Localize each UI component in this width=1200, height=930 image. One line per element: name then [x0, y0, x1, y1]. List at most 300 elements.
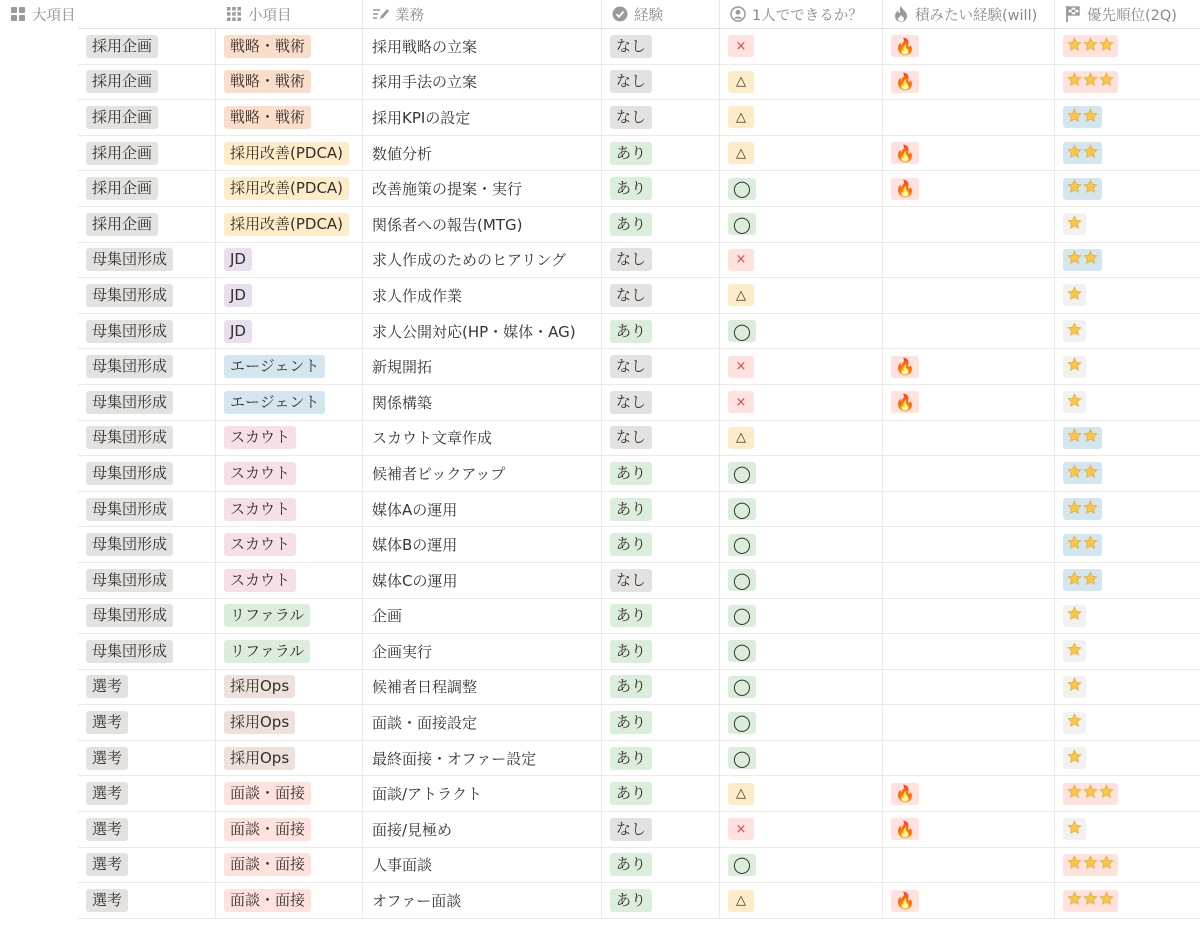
- experience-tag: あり: [610, 177, 652, 200]
- solo-tag: ×: [728, 35, 754, 57]
- experience-tag: あり: [610, 320, 652, 343]
- subcategory-tag: 採用改善(PDCA): [224, 177, 349, 200]
- flame-icon: [893, 6, 909, 22]
- solo-tag: ×: [728, 818, 754, 840]
- category-tag: 母集団形成: [86, 320, 173, 343]
- cell-experience[interactable]: [602, 848, 720, 883]
- cell-priority[interactable]: [1055, 65, 1200, 100]
- cell-will[interactable]: [883, 100, 1055, 135]
- cell-task[interactable]: [363, 848, 602, 883]
- cell-category[interactable]: [78, 705, 216, 740]
- cell-category[interactable]: [78, 100, 216, 135]
- cell-category[interactable]: [78, 670, 216, 705]
- cell-will[interactable]: [883, 349, 1055, 384]
- cell-solo[interactable]: [720, 670, 883, 705]
- subcategory-tag: JD: [224, 248, 252, 271]
- task-text: 最終面接・オファー設定: [372, 749, 537, 768]
- cell-solo[interactable]: [720, 100, 883, 135]
- cell-experience[interactable]: [602, 421, 720, 456]
- cell-category[interactable]: [78, 314, 216, 349]
- priority-stars-tag: [1063, 854, 1118, 876]
- cell-solo[interactable]: [720, 812, 883, 847]
- cell-task[interactable]: [363, 65, 602, 100]
- table-row[interactable]: [78, 385, 1200, 421]
- cell-will[interactable]: [883, 634, 1055, 669]
- star-icon: [1067, 500, 1082, 519]
- cell-subcategory[interactable]: [216, 741, 363, 776]
- cell-priority[interactable]: [1055, 812, 1200, 847]
- subcategory-tag: スカウト: [224, 498, 296, 521]
- cell-task[interactable]: [363, 776, 602, 811]
- column-header-solo[interactable]: [720, 0, 883, 28]
- table-row[interactable]: [78, 65, 1200, 101]
- star-icon: [1067, 393, 1082, 412]
- experience-tag: なし: [610, 355, 652, 378]
- cell-priority[interactable]: [1055, 741, 1200, 776]
- category-tag: 選考: [86, 675, 128, 698]
- cell-will[interactable]: [883, 599, 1055, 634]
- cell-task[interactable]: [363, 883, 602, 918]
- cell-priority[interactable]: [1055, 670, 1200, 705]
- cell-will[interactable]: [883, 243, 1055, 278]
- cell-task[interactable]: [363, 599, 602, 634]
- cell-solo[interactable]: [720, 492, 883, 527]
- cell-experience[interactable]: [602, 527, 720, 562]
- cell-solo[interactable]: [720, 776, 883, 811]
- cell-will[interactable]: [883, 848, 1055, 883]
- cell-subcategory[interactable]: [216, 634, 363, 669]
- solo-tag: ◯: [728, 213, 756, 235]
- cell-subcategory[interactable]: [216, 705, 363, 740]
- cell-category[interactable]: [78, 243, 216, 278]
- category-tag: 母集団形成: [86, 426, 173, 449]
- cell-category[interactable]: [78, 456, 216, 491]
- table-row[interactable]: [78, 776, 1200, 812]
- cell-will[interactable]: [883, 29, 1055, 64]
- cell-category[interactable]: [78, 349, 216, 384]
- cell-experience[interactable]: [602, 385, 720, 420]
- table-row[interactable]: [78, 100, 1200, 136]
- cell-experience[interactable]: [602, 65, 720, 100]
- cell-subcategory[interactable]: [216, 100, 363, 135]
- cell-task[interactable]: [363, 563, 602, 598]
- cell-will[interactable]: [883, 705, 1055, 740]
- table-row[interactable]: [78, 848, 1200, 884]
- solo-tag: ×: [728, 391, 754, 413]
- column-header-category[interactable]: [0, 0, 216, 28]
- cell-solo[interactable]: [720, 29, 883, 64]
- cell-task[interactable]: [363, 527, 602, 562]
- cell-subcategory[interactable]: [216, 29, 363, 64]
- cell-will[interactable]: [883, 883, 1055, 918]
- cell-will[interactable]: [883, 492, 1055, 527]
- table-header: [32, 0, 1200, 29]
- star-icon: [1083, 855, 1098, 874]
- solo-tag: ◯: [728, 178, 756, 200]
- cell-task[interactable]: [363, 171, 602, 206]
- cell-experience[interactable]: [602, 670, 720, 705]
- cell-will[interactable]: [883, 670, 1055, 705]
- cell-solo[interactable]: [720, 171, 883, 206]
- star-icon: [1099, 891, 1114, 910]
- cell-category[interactable]: [78, 599, 216, 634]
- solo-tag: ◯: [728, 534, 756, 556]
- cell-category[interactable]: [78, 29, 216, 64]
- cell-task[interactable]: [363, 456, 602, 491]
- cell-subcategory[interactable]: [216, 136, 363, 171]
- solo-tag: △: [728, 890, 754, 912]
- cell-will[interactable]: [883, 136, 1055, 171]
- experience-tag: なし: [610, 248, 652, 271]
- cell-experience[interactable]: [602, 599, 720, 634]
- cell-subcategory[interactable]: [216, 278, 363, 313]
- cell-solo[interactable]: [720, 314, 883, 349]
- cell-subcategory[interactable]: [216, 492, 363, 527]
- cell-will[interactable]: [883, 171, 1055, 206]
- task-text: 新規開拓: [372, 358, 433, 377]
- cell-will[interactable]: [883, 812, 1055, 847]
- cell-task[interactable]: [363, 314, 602, 349]
- subcategory-tag: 面談・面接: [224, 853, 311, 876]
- star-icon: [1067, 713, 1082, 732]
- category-tag: 採用企画: [86, 35, 158, 58]
- cell-category[interactable]: [78, 65, 216, 100]
- pencil-lines-icon: [373, 6, 389, 22]
- cell-experience[interactable]: [602, 883, 720, 918]
- cell-subcategory[interactable]: [216, 421, 363, 456]
- star-icon: [1083, 108, 1098, 127]
- cell-priority[interactable]: [1055, 848, 1200, 883]
- cell-task[interactable]: [363, 385, 602, 420]
- cell-experience[interactable]: [602, 634, 720, 669]
- solo-tag: △: [728, 142, 754, 164]
- column-header-label: 優先順位(2Q): [1087, 7, 1177, 24]
- task-text: 求人作成のためのヒアリング: [372, 251, 567, 270]
- table-row[interactable]: [78, 634, 1200, 670]
- cell-priority[interactable]: [1055, 29, 1200, 64]
- cell-subcategory[interactable]: [216, 599, 363, 634]
- cell-category[interactable]: [78, 136, 216, 171]
- cell-task[interactable]: [363, 670, 602, 705]
- cell-subcategory[interactable]: [216, 207, 363, 242]
- cell-task[interactable]: [363, 207, 602, 242]
- cell-task[interactable]: [363, 136, 602, 171]
- cell-experience[interactable]: [602, 456, 720, 491]
- star-icon: [1067, 642, 1082, 661]
- priority-stars-tag: [1063, 213, 1086, 235]
- cell-experience[interactable]: [602, 171, 720, 206]
- cell-priority[interactable]: [1055, 243, 1200, 278]
- cell-will[interactable]: [883, 278, 1055, 313]
- cell-priority[interactable]: [1055, 349, 1200, 384]
- cell-solo[interactable]: [720, 136, 883, 171]
- cell-priority[interactable]: [1055, 883, 1200, 918]
- cell-category[interactable]: [78, 848, 216, 883]
- task-text: 関係者への報告(MTG): [372, 215, 523, 234]
- cell-task[interactable]: [363, 29, 602, 64]
- experience-tag: あり: [610, 462, 652, 485]
- table-row[interactable]: [78, 349, 1200, 385]
- cell-solo[interactable]: [720, 563, 883, 598]
- cell-subcategory[interactable]: [216, 848, 363, 883]
- cell-subcategory[interactable]: [216, 883, 363, 918]
- cell-solo[interactable]: [720, 243, 883, 278]
- solo-tag: ◯: [728, 712, 756, 734]
- table-row[interactable]: [78, 314, 1200, 350]
- task-text: スカウト文章作成: [372, 429, 493, 448]
- cell-subcategory[interactable]: [216, 812, 363, 847]
- cell-subcategory[interactable]: [216, 563, 363, 598]
- cell-solo[interactable]: [720, 456, 883, 491]
- table-row[interactable]: [78, 741, 1200, 777]
- cell-will[interactable]: [883, 776, 1055, 811]
- cell-solo[interactable]: [720, 848, 883, 883]
- cell-subcategory[interactable]: [216, 243, 363, 278]
- solo-tag: ◯: [728, 605, 756, 627]
- cell-solo[interactable]: [720, 527, 883, 562]
- experience-tag: あり: [610, 213, 652, 236]
- priority-stars-tag: [1063, 249, 1102, 271]
- cell-will[interactable]: [883, 421, 1055, 456]
- cell-subcategory[interactable]: [216, 314, 363, 349]
- priority-stars-tag: [1063, 391, 1086, 413]
- task-text: 求人公開対応(HP・媒体・AG): [372, 322, 576, 341]
- cell-will[interactable]: [883, 741, 1055, 776]
- category-tag: 母集団形成: [86, 462, 173, 485]
- cell-experience[interactable]: [602, 741, 720, 776]
- cell-experience[interactable]: [602, 812, 720, 847]
- solo-tag: ×: [728, 356, 754, 378]
- cell-category[interactable]: [78, 634, 216, 669]
- cell-category[interactable]: [78, 421, 216, 456]
- fire-emoji-tag: 🔥: [891, 391, 919, 413]
- cell-solo[interactable]: [720, 278, 883, 313]
- cell-experience[interactable]: [602, 278, 720, 313]
- task-text: 媒体Aの運用: [372, 500, 458, 519]
- cell-subcategory[interactable]: [216, 527, 363, 562]
- cell-solo[interactable]: [720, 705, 883, 740]
- priority-stars-tag: [1063, 712, 1086, 734]
- cell-priority[interactable]: [1055, 705, 1200, 740]
- cell-task[interactable]: [363, 421, 602, 456]
- category-tag: 採用企画: [86, 106, 158, 129]
- cell-solo[interactable]: [720, 385, 883, 420]
- cell-category[interactable]: [78, 171, 216, 206]
- star-icon: [1083, 571, 1098, 590]
- cell-solo[interactable]: [720, 741, 883, 776]
- priority-stars-tag: [1063, 320, 1086, 342]
- cell-subcategory[interactable]: [216, 65, 363, 100]
- cell-experience[interactable]: [602, 776, 720, 811]
- column-header-experience[interactable]: [602, 0, 720, 28]
- cell-priority[interactable]: [1055, 634, 1200, 669]
- experience-tag: あり: [610, 711, 652, 734]
- subcategory-tag: 戦略・戦術: [224, 70, 311, 93]
- table-row[interactable]: [78, 171, 1200, 207]
- column-header-task[interactable]: [363, 0, 602, 28]
- priority-stars-tag: [1063, 35, 1118, 57]
- cell-experience[interactable]: [602, 207, 720, 242]
- cell-task[interactable]: [363, 243, 602, 278]
- cell-priority[interactable]: [1055, 563, 1200, 598]
- subcategory-tag: スカウト: [224, 462, 296, 485]
- experience-tag: あり: [610, 604, 652, 627]
- cell-experience[interactable]: [602, 100, 720, 135]
- column-header-priority[interactable]: [1055, 0, 1200, 28]
- table-row[interactable]: [78, 29, 1200, 65]
- category-tag: 選考: [86, 889, 128, 912]
- cell-task[interactable]: [363, 349, 602, 384]
- cell-task[interactable]: [363, 278, 602, 313]
- star-icon: [1083, 37, 1098, 56]
- cell-task[interactable]: [363, 100, 602, 135]
- table-row[interactable]: [78, 207, 1200, 243]
- star-icon: [1067, 144, 1082, 163]
- solo-tag: ×: [728, 249, 754, 271]
- cell-will[interactable]: [883, 207, 1055, 242]
- cell-experience[interactable]: [602, 705, 720, 740]
- cell-task[interactable]: [363, 492, 602, 527]
- star-icon: [1083, 500, 1098, 519]
- cell-experience[interactable]: [602, 492, 720, 527]
- cell-task[interactable]: [363, 634, 602, 669]
- cell-solo[interactable]: [720, 599, 883, 634]
- cell-subcategory[interactable]: [216, 776, 363, 811]
- cell-priority[interactable]: [1055, 278, 1200, 313]
- table-row[interactable]: [78, 670, 1200, 706]
- cell-category[interactable]: [78, 883, 216, 918]
- cell-category[interactable]: [78, 812, 216, 847]
- cell-experience[interactable]: [602, 349, 720, 384]
- cell-subcategory[interactable]: [216, 456, 363, 491]
- table-row[interactable]: [78, 243, 1200, 279]
- task-text: 媒体Cの運用: [372, 571, 458, 590]
- star-icon: [1067, 784, 1082, 803]
- subcategory-tag: JD: [224, 284, 252, 307]
- cell-experience[interactable]: [602, 314, 720, 349]
- cell-task[interactable]: [363, 812, 602, 847]
- cell-priority[interactable]: [1055, 456, 1200, 491]
- cell-subcategory[interactable]: [216, 171, 363, 206]
- category-tag: 選考: [86, 747, 128, 770]
- cell-priority[interactable]: [1055, 136, 1200, 171]
- subcategory-tag: スカウト: [224, 426, 296, 449]
- solo-tag: △: [728, 284, 754, 306]
- star-icon: [1067, 891, 1082, 910]
- cell-task[interactable]: [363, 705, 602, 740]
- cell-will[interactable]: [883, 456, 1055, 491]
- cell-solo[interactable]: [720, 634, 883, 669]
- priority-stars-tag: [1063, 747, 1086, 769]
- cell-priority[interactable]: [1055, 100, 1200, 135]
- table-row[interactable]: [78, 883, 1200, 919]
- cell-experience[interactable]: [602, 29, 720, 64]
- cell-solo[interactable]: [720, 883, 883, 918]
- cell-category[interactable]: [78, 527, 216, 562]
- cell-subcategory[interactable]: [216, 349, 363, 384]
- column-header-will[interactable]: [883, 0, 1055, 28]
- cell-experience[interactable]: [602, 563, 720, 598]
- star-icon: [1083, 784, 1098, 803]
- table-row[interactable]: [78, 812, 1200, 848]
- star-icon: [1067, 37, 1082, 56]
- star-icon: [1067, 464, 1082, 483]
- subcategory-tag: 戦略・戦術: [224, 106, 311, 129]
- cell-priority[interactable]: [1055, 314, 1200, 349]
- task-text: 採用戦略の立案: [372, 37, 478, 56]
- cell-category[interactable]: [78, 385, 216, 420]
- cell-category[interactable]: [78, 207, 216, 242]
- cell-priority[interactable]: [1055, 385, 1200, 420]
- cell-task[interactable]: [363, 741, 602, 776]
- cell-subcategory[interactable]: [216, 670, 363, 705]
- cell-category[interactable]: [78, 278, 216, 313]
- table-row[interactable]: [78, 705, 1200, 741]
- table-row[interactable]: [78, 421, 1200, 457]
- cell-solo[interactable]: [720, 65, 883, 100]
- table-row[interactable]: [78, 278, 1200, 314]
- cell-solo[interactable]: [720, 421, 883, 456]
- column-header-subcategory[interactable]: [216, 0, 363, 28]
- cell-will[interactable]: [883, 314, 1055, 349]
- cell-priority[interactable]: [1055, 492, 1200, 527]
- cell-priority[interactable]: [1055, 421, 1200, 456]
- column-header-label: 大項目: [32, 7, 76, 24]
- cell-subcategory[interactable]: [216, 385, 363, 420]
- solo-tag: ◯: [728, 747, 756, 769]
- category-tag: 母集団形成: [86, 498, 173, 521]
- cell-experience[interactable]: [602, 243, 720, 278]
- cell-will[interactable]: [883, 385, 1055, 420]
- table-row[interactable]: [78, 136, 1200, 172]
- cell-priority[interactable]: [1055, 527, 1200, 562]
- table-row[interactable]: [78, 527, 1200, 563]
- experience-tag: あり: [610, 498, 652, 521]
- subcategory-tag: 面談・面接: [224, 818, 311, 841]
- table-row[interactable]: [78, 456, 1200, 492]
- cell-will[interactable]: [883, 527, 1055, 562]
- cell-solo[interactable]: [720, 207, 883, 242]
- task-text: 候補者日程調整: [372, 678, 478, 697]
- cell-priority[interactable]: [1055, 171, 1200, 206]
- table-row[interactable]: [78, 563, 1200, 599]
- star-icon: [1099, 855, 1114, 874]
- cell-category[interactable]: [78, 492, 216, 527]
- cell-will[interactable]: [883, 65, 1055, 100]
- cell-category[interactable]: [78, 741, 216, 776]
- column-header-label: 1人でできるか？: [752, 7, 863, 24]
- cell-category[interactable]: [78, 776, 216, 811]
- cell-experience[interactable]: [602, 136, 720, 171]
- experience-tag: なし: [610, 106, 652, 129]
- solo-tag: △: [728, 783, 754, 805]
- cell-will[interactable]: [883, 563, 1055, 598]
- cell-priority[interactable]: [1055, 776, 1200, 811]
- star-icon: [1067, 677, 1082, 696]
- star-icon: [1083, 535, 1098, 554]
- category-tag: 母集団形成: [86, 604, 173, 627]
- cell-solo[interactable]: [720, 349, 883, 384]
- solo-tag: ◯: [728, 676, 756, 698]
- fire-emoji-tag: 🔥: [891, 35, 919, 57]
- cell-priority[interactable]: [1055, 207, 1200, 242]
- cell-priority[interactable]: [1055, 599, 1200, 634]
- table-row[interactable]: [78, 599, 1200, 635]
- star-icon: [1067, 215, 1082, 234]
- star-icon: [1067, 820, 1082, 839]
- table-row[interactable]: [78, 492, 1200, 528]
- cell-category[interactable]: [78, 563, 216, 598]
